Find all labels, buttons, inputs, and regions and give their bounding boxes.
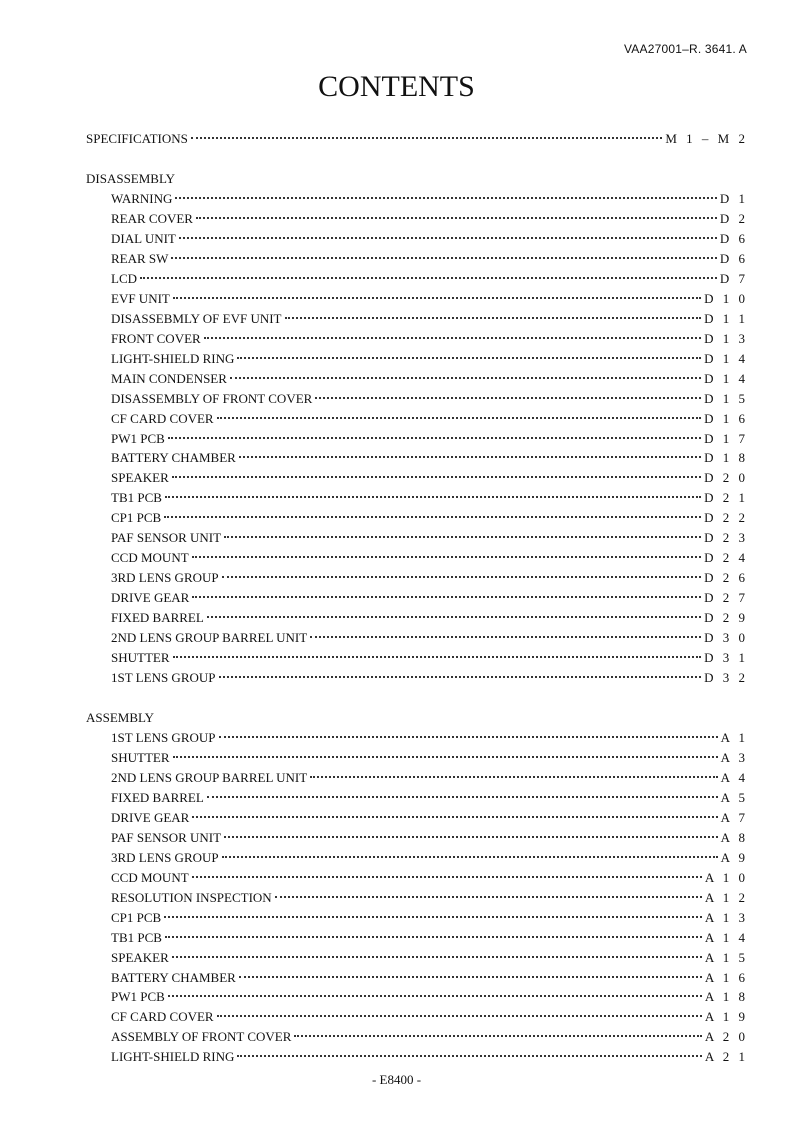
page-title: CONTENTS — [318, 70, 475, 103]
toc-page: A 1 0 — [704, 869, 748, 885]
toc-entry[interactable] — [111, 270, 748, 291]
toc-label: DRIVE GEAR — [111, 809, 190, 825]
dot-leader — [237, 1055, 701, 1057]
toc-label: 1ST LENS GROUP — [111, 730, 216, 745]
toc-label: CF CARD COVER — [111, 1009, 214, 1025]
toc-page: D 6 — [719, 250, 748, 266]
dot-leader — [173, 656, 702, 658]
toc-page: D 6 — [719, 230, 748, 246]
dot-leader — [294, 1035, 701, 1037]
dot-leader — [171, 257, 716, 259]
toc-page: D 2 1 — [704, 490, 748, 506]
toc-entry[interactable] — [111, 650, 748, 670]
toc-page: A 1 3 — [704, 909, 748, 925]
toc-entry[interactable] — [111, 450, 748, 470]
dot-leader — [179, 237, 717, 239]
toc-page: D 1 — [719, 191, 748, 206]
dot-leader — [315, 397, 701, 399]
toc-label: CF CARD COVER — [111, 410, 214, 426]
toc-page: D 1 8 — [704, 450, 748, 466]
toc-entry[interactable] — [111, 370, 748, 391]
toc-label: PAF SENSOR UNIT — [111, 829, 222, 845]
toc-label: 2ND LENS GROUP BARREL UNIT — [111, 769, 308, 785]
toc-label: ASSEMBLY OF FRONT COVER — [111, 1029, 292, 1045]
toc-label: TB1 PCB — [111, 490, 162, 506]
toc-label: SHUTTER — [111, 650, 170, 666]
toc-page: D 1 6 — [704, 410, 748, 426]
toc-label: CP1 PCB — [111, 510, 162, 526]
toc-label: REAR COVER — [111, 210, 193, 226]
toc-label: FRONT COVER — [111, 330, 201, 346]
toc-entry[interactable] — [111, 929, 748, 950]
toc-label: BATTERY CHAMBER — [111, 969, 236, 985]
toc-entry[interactable] — [111, 530, 748, 550]
toc-entry[interactable] — [111, 350, 748, 371]
dot-leader — [192, 596, 701, 598]
dot-leader — [196, 217, 717, 219]
toc-entry[interactable] — [111, 969, 748, 990]
toc-entry[interactable] — [111, 430, 748, 451]
dot-leader — [222, 856, 718, 858]
dot-leader — [191, 137, 663, 139]
toc-entry[interactable] — [111, 789, 748, 810]
toc-label: RESOLUTION INSPECTION — [111, 889, 272, 905]
toc-page: D 2 6 — [704, 570, 748, 586]
toc-page: D 1 5 — [704, 390, 748, 406]
toc-page: D 1 0 — [704, 290, 748, 306]
dot-leader — [310, 776, 717, 778]
toc-page: A 1 4 — [704, 929, 748, 945]
toc-page: D 3 1 — [704, 650, 748, 666]
toc-page: D 1 4 — [704, 370, 748, 386]
dot-leader — [222, 576, 701, 578]
toc-page: D 2 0 — [704, 470, 748, 486]
toc-entry[interactable] — [111, 849, 748, 870]
toc-label: WARNING — [111, 191, 173, 206]
toc-label: SPECIFICATIONS — [86, 131, 188, 146]
toc-entry[interactable] — [111, 1009, 748, 1029]
dot-leader — [164, 916, 702, 918]
toc-entry-specifications[interactable] — [86, 131, 748, 151]
page-footer: - E8400 - — [371, 1072, 422, 1087]
toc-entry[interactable] — [111, 1049, 748, 1069]
toc-label: 3RD LENS GROUP — [111, 570, 219, 586]
dot-leader — [175, 197, 716, 199]
toc-entry[interactable] — [111, 829, 748, 850]
toc-entry[interactable] — [111, 809, 748, 830]
toc-label: PW1 PCB — [111, 430, 165, 446]
toc-page: D 3 2 — [704, 670, 748, 686]
toc-entry[interactable] — [111, 390, 748, 411]
toc-page: D 1 4 — [704, 350, 748, 366]
toc-entry[interactable] — [111, 310, 748, 331]
toc-entry[interactable] — [111, 570, 748, 590]
toc-label: CP1 PCB — [111, 909, 162, 925]
dot-leader — [173, 756, 718, 758]
dot-leader — [173, 297, 701, 299]
dot-leader — [310, 636, 701, 638]
toc-label: LIGHT-SHIELD RING — [111, 350, 235, 366]
toc-label: DRIVE GEAR — [111, 590, 190, 606]
dot-leader — [219, 676, 702, 678]
toc-label: CCD MOUNT — [111, 550, 189, 566]
toc-page: D 1 7 — [704, 430, 748, 446]
toc-label: CCD MOUNT — [111, 869, 189, 885]
toc-page: D 1 3 — [704, 330, 748, 346]
dot-leader — [217, 1015, 702, 1017]
dot-leader — [239, 456, 701, 458]
toc-entry[interactable] — [111, 989, 748, 1009]
toc-label: BATTERY CHAMBER — [111, 450, 236, 466]
toc-page: A 1 6 — [704, 969, 748, 985]
toc-page: A 3 — [720, 749, 748, 765]
toc-page: D 2 2 — [704, 510, 748, 526]
toc-entry[interactable] — [111, 590, 748, 610]
toc-entry[interactable] — [111, 610, 748, 630]
dot-leader — [275, 896, 702, 898]
toc-page: A 2 0 — [704, 1029, 748, 1045]
toc-label: LIGHT-SHIELD RING — [111, 1049, 235, 1065]
toc-entry[interactable] — [111, 410, 748, 431]
toc-label: TB1 PCB — [111, 929, 162, 945]
toc-label: DISASSEBMLY OF EVF UNIT — [111, 310, 282, 326]
toc-label: 3RD LENS GROUP — [111, 849, 219, 865]
toc-label: MAIN CONDENSER — [111, 370, 227, 386]
toc-entry[interactable] — [111, 191, 748, 211]
toc-label: LCD — [111, 270, 137, 286]
toc-label: SPEAKER — [111, 949, 169, 965]
dot-leader — [230, 377, 701, 379]
toc-entry[interactable] — [111, 550, 748, 570]
toc-page: D 2 3 — [704, 530, 748, 546]
dot-leader — [140, 277, 717, 279]
section-heading-assembly: ASSEMBLY — [86, 710, 155, 725]
dot-leader — [224, 836, 718, 838]
dot-leader — [207, 796, 718, 798]
toc-page: A 1 9 — [704, 1009, 748, 1025]
toc-entry[interactable] — [111, 889, 748, 910]
toc-entry[interactable] — [111, 670, 748, 690]
dot-leader — [172, 476, 701, 478]
toc-page: A 4 — [720, 769, 748, 785]
dot-leader — [207, 616, 701, 618]
toc-page: A 5 — [720, 789, 748, 805]
dot-leader — [192, 556, 701, 558]
dot-leader — [204, 337, 701, 339]
toc-entry[interactable] — [111, 250, 748, 271]
toc-entry[interactable] — [111, 470, 748, 490]
toc-entry[interactable] — [111, 290, 748, 311]
toc-label: SHUTTER — [111, 749, 170, 765]
toc-label: FIXED BARREL — [111, 789, 204, 805]
dot-leader — [237, 357, 701, 359]
toc-page: A 1 8 — [704, 989, 748, 1005]
toc-page: D 1 1 — [704, 310, 748, 326]
toc-page: M 1 – M 2 — [665, 131, 748, 146]
toc-page: D 2 9 — [704, 610, 748, 626]
toc-label: DISASSEMBLY OF FRONT COVER — [111, 390, 313, 406]
toc-entry[interactable] — [111, 230, 748, 251]
toc-page: A 9 — [720, 849, 748, 865]
dot-leader — [165, 496, 701, 498]
toc-label: 2ND LENS GROUP BARREL UNIT — [111, 630, 308, 646]
toc-entry[interactable] — [111, 510, 748, 530]
toc-label: EVF UNIT — [111, 290, 170, 306]
section-heading-disassembly: DISASSEMBLY — [86, 171, 175, 186]
toc-label: SPEAKER — [111, 470, 169, 486]
toc-label: FIXED BARREL — [111, 610, 204, 626]
toc-label: PAF SENSOR UNIT — [111, 530, 222, 546]
dot-leader — [165, 936, 702, 938]
toc-label: 1ST LENS GROUP — [111, 670, 216, 686]
dot-leader — [164, 516, 701, 518]
toc-entry[interactable] — [111, 1029, 748, 1049]
dot-leader — [168, 437, 701, 439]
toc-page: D 7 — [719, 270, 748, 286]
toc-entry[interactable] — [111, 330, 748, 351]
toc-label: PW1 PCB — [111, 989, 165, 1005]
toc-label: DIAL UNIT — [111, 230, 176, 246]
dot-leader — [217, 417, 702, 419]
dot-leader — [192, 816, 717, 818]
toc-page: D 2 4 — [704, 550, 748, 566]
toc-entry[interactable] — [111, 630, 748, 650]
toc-entry[interactable] — [111, 749, 748, 770]
toc-entry[interactable] — [111, 730, 748, 750]
toc-page: A 1 — [720, 730, 748, 745]
toc-entry[interactable] — [111, 769, 748, 790]
toc-label: REAR SW — [111, 250, 169, 266]
toc-page: A 2 1 — [704, 1049, 748, 1065]
toc-page: A 8 — [720, 829, 748, 845]
toc-page: D 3 0 — [704, 630, 748, 646]
toc-entry[interactable] — [111, 949, 748, 970]
dot-leader — [239, 976, 702, 978]
dot-leader — [219, 736, 718, 738]
toc-entry[interactable] — [111, 869, 748, 890]
dot-leader — [168, 995, 702, 997]
toc-page: A 7 — [720, 809, 748, 825]
toc-page: A 1 2 — [704, 889, 748, 905]
toc-page: D 2 — [719, 210, 748, 226]
toc-entry[interactable] — [111, 490, 748, 510]
toc-page: D 2 7 — [704, 590, 748, 606]
toc-entry[interactable] — [111, 909, 748, 930]
dot-leader — [192, 876, 702, 878]
toc-page: A 1 5 — [704, 949, 748, 965]
document-code: VAA27001–R. 3641. A — [623, 42, 747, 56]
dot-leader — [172, 956, 702, 958]
dot-leader — [285, 317, 702, 319]
toc-entry[interactable] — [111, 210, 748, 231]
dot-leader — [224, 536, 701, 538]
